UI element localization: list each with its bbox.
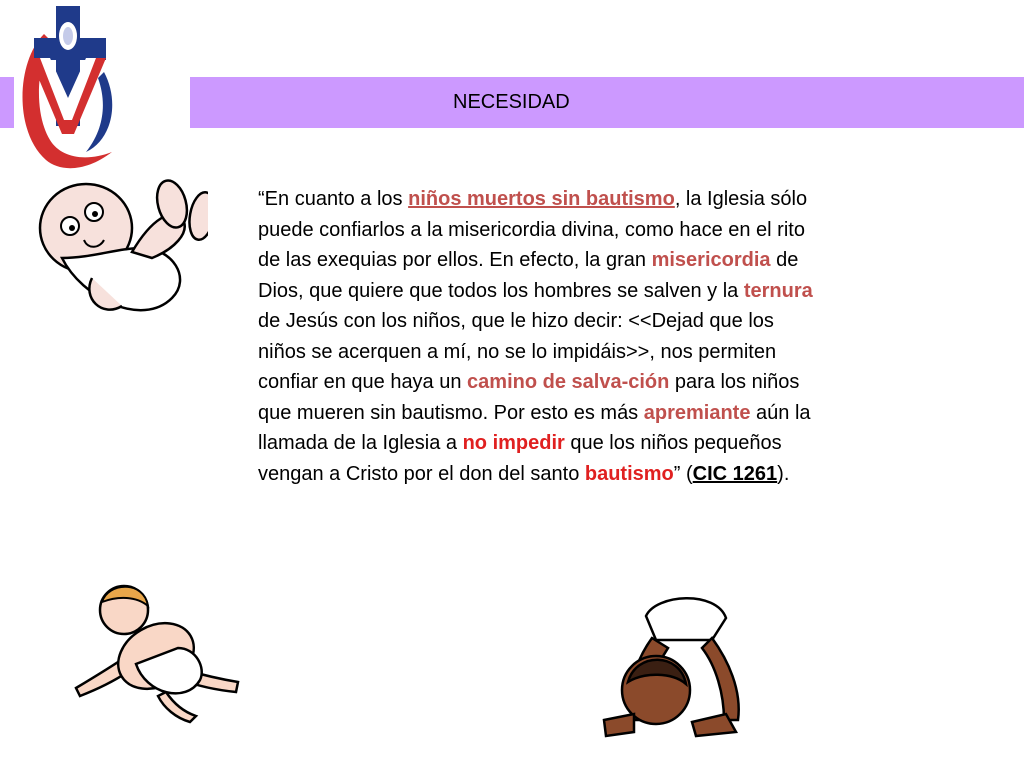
quote-text-4: de Jesús con los niños, que le hizo decir: <<Dejad que los niños se acerquen a mí, no se lo impidáis>>, nos permiten confiar en que haya un — [258, 310, 777, 393]
quote-text-1: En cuanto a los — [264, 188, 409, 210]
close-quote: ” ( — [673, 462, 693, 485]
baby-lying-on-back-icon — [22, 178, 208, 324]
baby-crawling-icon — [66, 584, 244, 726]
title-band-left — [0, 77, 14, 128]
cic-reference-link[interactable]: CIC 1261 — [692, 462, 778, 485]
highlight-bautismo: bautismo — [584, 462, 674, 485]
vv-cross-logo-icon — [16, 2, 120, 172]
quote-text-3: de Dios, que quiere que todos los hombres se salven y la — [258, 249, 799, 302]
highlight-camino-de-salvacion: camino de salva-ción — [467, 371, 670, 393]
highlight-misericordia: misericordia — [651, 249, 771, 271]
quote-text-5: para los niños que mueren sin bautismo. Por esto es más — [258, 371, 800, 424]
highlight-no-impedir: no impedir — [462, 432, 565, 454]
highlight-ternura: ternura — [743, 279, 813, 302]
highlight-ninos-muertos: niños muertos sin bautismo — [408, 188, 675, 210]
quote-text-7: que los niños pequeños vengan a Cristo por el don del santo — [258, 432, 782, 485]
slide-title: NECESIDAD — [453, 91, 570, 113]
cic-quote — [258, 184, 818, 489]
baby-bending-over-icon — [596, 590, 748, 742]
quote-text-6: aún la llamada de la Iglesia a — [258, 401, 811, 454]
highlight-apremiante: apremiante — [643, 401, 751, 424]
open-quote: “ — [258, 188, 265, 210]
quote-text-2: , la Iglesia sólo puede confiarlos a la misericordia divina, como hace en el rito de las exequias por ellos. En efecto, la gran — [258, 188, 808, 271]
quote-end: ). — [777, 462, 790, 485]
